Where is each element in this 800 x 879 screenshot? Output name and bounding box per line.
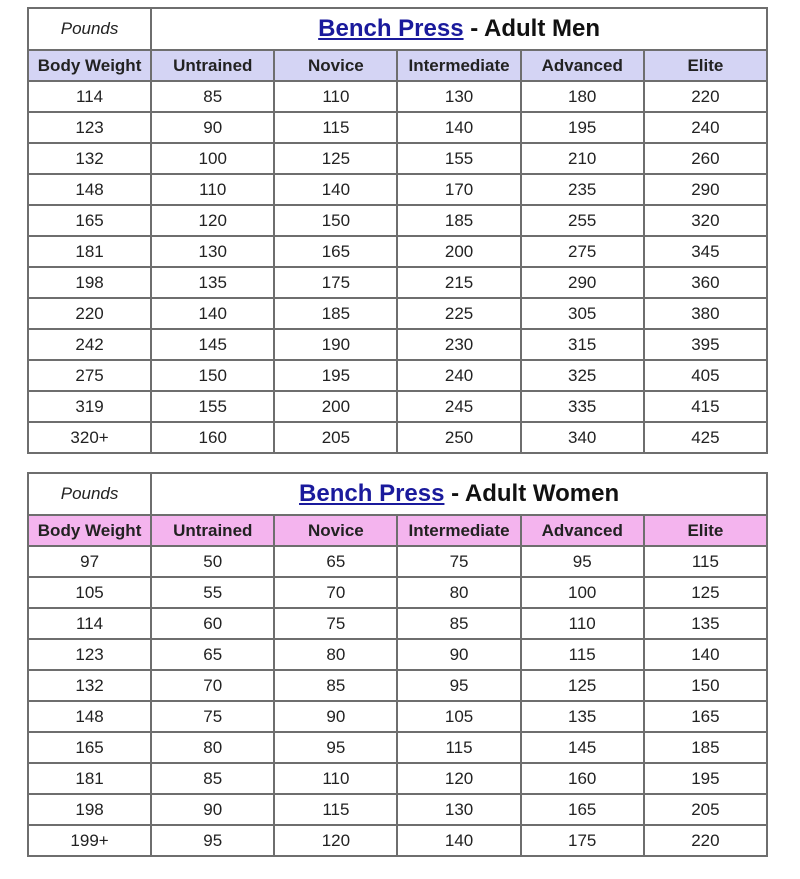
table-cell: 148 (28, 701, 151, 732)
table-cell: 135 (521, 701, 644, 732)
table-cell: 95 (151, 825, 274, 856)
table-cell: 185 (397, 205, 520, 236)
table-cell: 85 (274, 670, 397, 701)
table-cell: 180 (521, 81, 644, 112)
table-cell: 125 (274, 143, 397, 174)
table-row (28, 112, 767, 143)
table-cell: 230 (397, 329, 520, 360)
table-cell: 155 (151, 391, 274, 422)
table-cell: 320+ (28, 422, 151, 453)
table-cell: 140 (644, 639, 767, 670)
table-cell: 95 (521, 546, 644, 577)
table-cell: 235 (521, 174, 644, 205)
table-cell: 198 (28, 794, 151, 825)
table-cell: 160 (521, 763, 644, 794)
column-header: Body Weight (28, 50, 151, 81)
table-cell: 165 (28, 205, 151, 236)
table-cell: 242 (28, 329, 151, 360)
table-row (28, 732, 767, 763)
column-header: Intermediate (397, 50, 520, 81)
table-cell: 150 (644, 670, 767, 701)
table-row (28, 329, 767, 360)
table-cell: 60 (151, 608, 274, 639)
table-title (151, 473, 767, 515)
table-cell: 148 (28, 174, 151, 205)
table-cell: 220 (644, 81, 767, 112)
table-row (28, 81, 767, 112)
table-cell: 80 (274, 639, 397, 670)
table-cell: 120 (397, 763, 520, 794)
table-row (28, 143, 767, 174)
table-cell: 95 (274, 732, 397, 763)
table-cell: 115 (274, 794, 397, 825)
table-cell: 165 (521, 794, 644, 825)
table-cell: 140 (151, 298, 274, 329)
table-cell: 185 (274, 298, 397, 329)
table-cell: 315 (521, 329, 644, 360)
title-row (28, 473, 767, 515)
table-cell: 200 (397, 236, 520, 267)
table-cell: 335 (521, 391, 644, 422)
table-cell: 395 (644, 329, 767, 360)
table-cell: 135 (644, 608, 767, 639)
table-cell: 105 (397, 701, 520, 732)
table-cell: 425 (644, 422, 767, 453)
table-row (28, 577, 767, 608)
table-cell: 110 (521, 608, 644, 639)
table-row (28, 825, 767, 856)
table-cell: 405 (644, 360, 767, 391)
table-cell: 120 (274, 825, 397, 856)
title-row (28, 8, 767, 50)
table-cell: 165 (274, 236, 397, 267)
table-cell: 85 (151, 763, 274, 794)
table-cell: 199+ (28, 825, 151, 856)
table-row (28, 639, 767, 670)
column-header: Novice (274, 515, 397, 546)
header-row (28, 50, 767, 81)
table-cell: 220 (644, 825, 767, 856)
table-cell: 220 (28, 298, 151, 329)
table-row (28, 546, 767, 577)
table-cell: 290 (644, 174, 767, 205)
table-cell: 215 (397, 267, 520, 298)
table-cell: 90 (397, 639, 520, 670)
column-header: Elite (644, 515, 767, 546)
table-cell: 90 (151, 112, 274, 143)
table-cell: 100 (521, 577, 644, 608)
table-row (28, 236, 767, 267)
table-cell: 190 (274, 329, 397, 360)
table-cell: 75 (151, 701, 274, 732)
table-cell: 80 (397, 577, 520, 608)
table-title (151, 8, 767, 50)
table-cell: 170 (397, 174, 520, 205)
table-cell: 70 (274, 577, 397, 608)
table-cell: 75 (397, 546, 520, 577)
column-header: Untrained (151, 515, 274, 546)
table-cell: 260 (644, 143, 767, 174)
table-cell: 195 (644, 763, 767, 794)
table-cell: 325 (521, 360, 644, 391)
table-cell: 123 (28, 112, 151, 143)
table-cell: 160 (151, 422, 274, 453)
table-cell: 100 (151, 143, 274, 174)
table-cell: 85 (151, 81, 274, 112)
table-cell: 175 (521, 825, 644, 856)
column-header: Advanced (521, 50, 644, 81)
table-cell: 90 (274, 701, 397, 732)
table-cell: 150 (151, 360, 274, 391)
table-row (28, 391, 767, 422)
table-cell: 50 (151, 546, 274, 577)
header-row (28, 515, 767, 546)
table-cell: 205 (274, 422, 397, 453)
table-cell: 345 (644, 236, 767, 267)
column-header: Elite (644, 50, 767, 81)
table-cell: 75 (274, 608, 397, 639)
table-cell: 105 (28, 577, 151, 608)
table-cell: 165 (644, 701, 767, 732)
table-cell: 340 (521, 422, 644, 453)
table-cell: 380 (644, 298, 767, 329)
table-cell: 132 (28, 670, 151, 701)
table-cell: 65 (151, 639, 274, 670)
table-row (28, 174, 767, 205)
table-cell: 210 (521, 143, 644, 174)
table-row (28, 608, 767, 639)
title-subtitle: - Adult Women (444, 480, 620, 507)
column-header: Novice (274, 50, 397, 81)
table-cell: 114 (28, 81, 151, 112)
table-cell: 70 (151, 670, 274, 701)
units-label: Pounds (28, 473, 151, 515)
table-cell: 205 (644, 794, 767, 825)
table-cell: 155 (397, 143, 520, 174)
table-row (28, 422, 767, 453)
table-cell: 195 (274, 360, 397, 391)
table-cell: 275 (28, 360, 151, 391)
table-row (28, 205, 767, 236)
table-cell: 80 (151, 732, 274, 763)
table-cell: 415 (644, 391, 767, 422)
table-cell: 320 (644, 205, 767, 236)
column-header: Advanced (521, 515, 644, 546)
table-cell: 275 (521, 236, 644, 267)
table-cell: 225 (397, 298, 520, 329)
column-header: Intermediate (397, 515, 520, 546)
table-cell: 130 (151, 236, 274, 267)
table-cell: 305 (521, 298, 644, 329)
title-link[interactable]: Bench Press (318, 15, 464, 42)
table-cell: 240 (644, 112, 767, 143)
title-link[interactable]: Bench Press (299, 480, 445, 507)
table-cell: 115 (521, 639, 644, 670)
table-cell: 198 (28, 267, 151, 298)
table-cell: 240 (397, 360, 520, 391)
table-cell: 255 (521, 205, 644, 236)
table-cell: 245 (397, 391, 520, 422)
table-cell: 55 (151, 577, 274, 608)
table-cell: 200 (274, 391, 397, 422)
table-row (28, 670, 767, 701)
women-bench-press-table (27, 472, 768, 857)
table-cell: 85 (397, 608, 520, 639)
table-cell: 145 (151, 329, 274, 360)
table-cell: 130 (397, 794, 520, 825)
table-cell: 95 (397, 670, 520, 701)
table-cell: 110 (274, 81, 397, 112)
table-cell: 110 (274, 763, 397, 794)
table-cell: 120 (151, 205, 274, 236)
table-cell: 132 (28, 143, 151, 174)
table-row (28, 763, 767, 794)
table-cell: 115 (397, 732, 520, 763)
table-cell: 181 (28, 236, 151, 267)
table-cell: 140 (397, 112, 520, 143)
table-cell: 360 (644, 267, 767, 298)
table-row (28, 701, 767, 732)
table-cell: 65 (274, 546, 397, 577)
table-cell: 250 (397, 422, 520, 453)
table-cell: 140 (274, 174, 397, 205)
table-cell: 123 (28, 639, 151, 670)
table-cell: 195 (521, 112, 644, 143)
table-cell: 290 (521, 267, 644, 298)
table-cell: 150 (274, 205, 397, 236)
column-header: Untrained (151, 50, 274, 81)
units-label: Pounds (28, 8, 151, 50)
table-cell: 145 (521, 732, 644, 763)
table-cell: 175 (274, 267, 397, 298)
men-bench-press-table (27, 7, 768, 454)
table-cell: 115 (644, 546, 767, 577)
table-cell: 114 (28, 608, 151, 639)
table-cell: 97 (28, 546, 151, 577)
table-cell: 110 (151, 174, 274, 205)
table-row (28, 267, 767, 298)
table-cell: 125 (644, 577, 767, 608)
table-cell: 125 (521, 670, 644, 701)
table-cell: 181 (28, 763, 151, 794)
table-cell: 115 (274, 112, 397, 143)
table-row (28, 794, 767, 825)
table-cell: 130 (397, 81, 520, 112)
table-cell: 185 (644, 732, 767, 763)
table-cell: 135 (151, 267, 274, 298)
column-header: Body Weight (28, 515, 151, 546)
table-row (28, 298, 767, 329)
table-cell: 319 (28, 391, 151, 422)
table-cell: 140 (397, 825, 520, 856)
table-cell: 165 (28, 732, 151, 763)
table-cell: 90 (151, 794, 274, 825)
table-row (28, 360, 767, 391)
title-subtitle: - Adult Men (463, 15, 600, 42)
